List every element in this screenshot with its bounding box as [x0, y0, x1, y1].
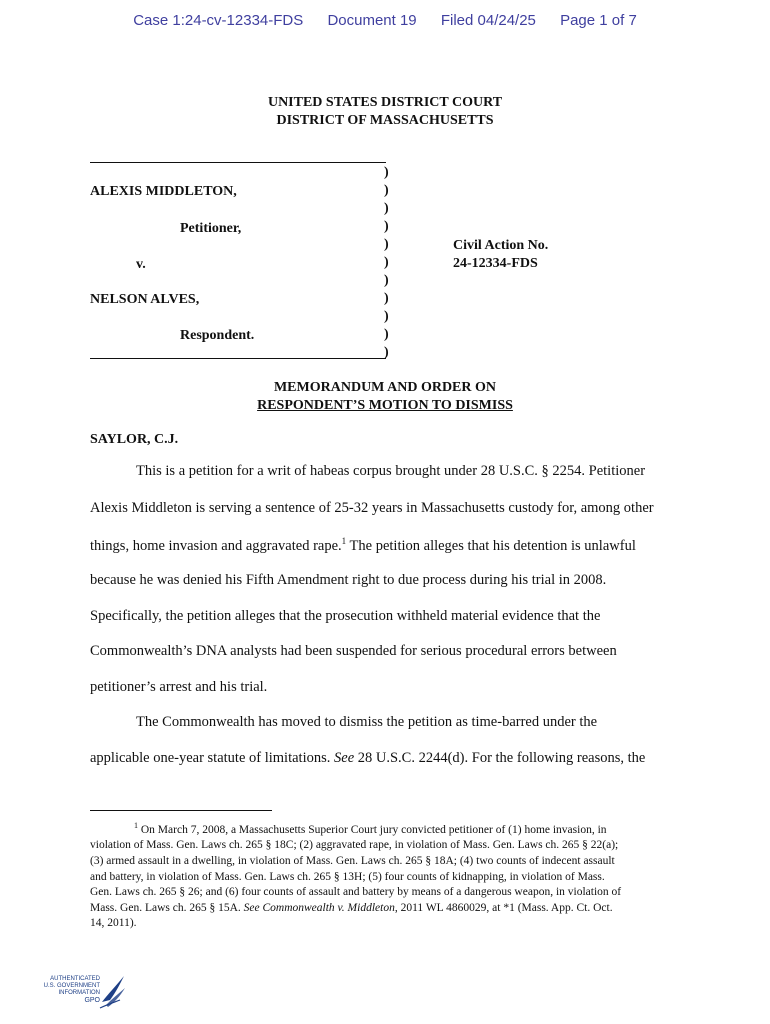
footnote-marker: 1	[134, 821, 138, 830]
body-line: Alexis Middleton is serving a sentence of 25-32 years in Massachusetts custody for, among other	[90, 500, 654, 516]
paren: )	[384, 201, 389, 216]
case-citation: See Commonwealth v. Middleton	[243, 901, 395, 914]
caption-top-rule	[90, 162, 386, 163]
paren: )	[384, 237, 389, 252]
footnote	[90, 818, 680, 932]
caption-parens	[384, 164, 389, 362]
gpo-logo-line: GPO	[84, 997, 100, 1004]
judge-name: SAYLOR, C.J.	[90, 432, 179, 447]
ecf-header	[0, 12, 770, 29]
caption-bottom-rule	[90, 358, 386, 359]
order-title: MEMORANDUM AND ORDER ON	[273, 380, 497, 395]
court-name: UNITED STATES DISTRICT COURT	[267, 95, 503, 110]
footnote-line: violation of Mass. Gen. Laws ch. 265 § 18C; (2) aggravated rape, in violation of Mass. Gen. Laws ch. 265 § 22(a);	[90, 839, 619, 852]
body-text: 28 U.S.C. 2244(d). For the following reasons, the	[354, 750, 646, 766]
footnote-line: Gen. Laws ch. 265 § 26; and (6) four counts of assault and battery by means of a dangerous weapon, in violation of	[90, 886, 622, 899]
paren: )	[384, 291, 389, 306]
body-line: This is a petition for a writ of habeas corpus brought under 28 U.S.C. § 2254. Petitioner	[136, 463, 646, 479]
footnote-rule	[90, 810, 272, 811]
civil-action-label: Civil Action No.	[453, 238, 549, 253]
footnote-line: (3) armed assault in a dwelling, in violation of Mass. Gen. Laws ch. 265 § 18A; (4) two counts of indecent assault	[90, 855, 615, 868]
signal-see: See	[334, 750, 355, 766]
paren: )	[384, 219, 389, 234]
body-line: Specifically, the petition alleges that the prosecution withheld material evidence that the	[90, 608, 601, 624]
document-number: Document 19	[327, 12, 417, 29]
body-text: The petition alleges that his detention is unlawful	[346, 537, 636, 554]
body-line: Commonwealth’s DNA analysts had been suspended for serious procedural errors between	[90, 643, 617, 659]
filed-date: Filed 04/24/25	[440, 12, 536, 29]
body-text: applicable one-year statute of limitations.	[90, 750, 335, 766]
gpo-logo-text	[42, 976, 100, 1004]
petitioner-name: ALEXIS MIDDLETON,	[90, 184, 237, 199]
footnote-reference[interactable]: 1	[341, 536, 347, 546]
gpo-logo-line: INFORMATION	[58, 990, 100, 996]
paren: )	[384, 327, 389, 342]
gpo-logo-line: AUTHENTICATED	[50, 976, 100, 982]
body-text: things, home invasion and aggravated rape.	[90, 537, 342, 554]
paren: )	[384, 183, 389, 198]
order-subtitle	[0, 398, 770, 414]
civil-action-number: 24-12334-FDS	[453, 256, 538, 271]
paren: )	[384, 165, 389, 180]
court-district: DISTRICT OF MASSACHUSETTS	[276, 113, 494, 128]
paren: )	[384, 273, 389, 288]
petitioner-role: Petitioner,	[180, 221, 242, 236]
footnote-line	[90, 818, 680, 838]
footnote-text: Mass. Gen. Laws ch. 265 § 15A.	[90, 901, 244, 914]
paren: )	[384, 345, 389, 360]
body-line: because he was denied his Fifth Amendment right to due process during his trial in 2008.	[90, 572, 607, 588]
respondent-role: Respondent.	[180, 328, 255, 343]
paren: )	[384, 309, 389, 324]
footnote-line: and battery, in violation of Mass. Gen. Laws ch. 265 § 13H; (5) four counts of kidnapping, in violation of Mass.	[90, 870, 605, 883]
footnote-text: , 2011 WL 4860029, at *1 (Mass. App. Ct. Oct.	[394, 901, 613, 914]
gpo-authentication-logo	[42, 972, 142, 1010]
gpo-logo-line: U.S. GOVERNMENT	[43, 983, 100, 989]
case-number: Case 1:24-cv-12334-FDS	[133, 12, 304, 29]
body-line	[90, 536, 636, 555]
body-line	[90, 750, 645, 767]
paren: )	[384, 255, 389, 270]
versus: v.	[136, 257, 146, 272]
footnote-line: 14, 2011).	[90, 917, 137, 930]
order-subtitle-text: RESPONDENT’S MOTION TO DISMISS	[257, 398, 513, 413]
eagle-icon	[98, 972, 128, 1010]
respondent-name: NELSON ALVES,	[90, 292, 200, 307]
page-indicator: Page 1 of 7	[560, 12, 637, 29]
body-line: petitioner’s arrest and his trial.	[90, 679, 268, 695]
footnote-line	[90, 901, 680, 917]
footnote-text: On March 7, 2008, a Massachusetts Superior Court jury convicted petitioner of (1) home invasion, in	[138, 823, 607, 836]
body-line: The Commonwealth has moved to dismiss the petition as time-barred under the	[136, 714, 598, 730]
